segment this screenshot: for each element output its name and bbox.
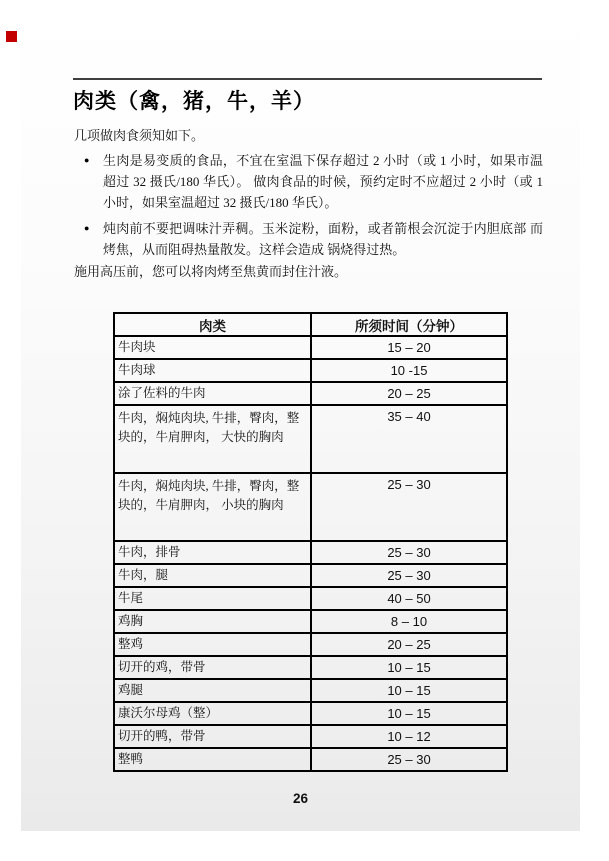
meat-name-cell: 鸡胸	[114, 610, 311, 633]
section-divider-rule	[73, 78, 542, 80]
list-item	[84, 218, 546, 260]
table-row	[114, 725, 507, 748]
table-row	[114, 679, 507, 702]
table-row	[114, 587, 507, 610]
table-row	[114, 336, 507, 359]
page-title: 肉类（禽，猪，牛，羊）	[73, 90, 315, 113]
meat-time-cell: 20 – 25	[311, 382, 507, 405]
notes-bullet-list	[84, 150, 546, 265]
table-row	[114, 633, 507, 656]
meat-name-cell: 牛肉，焖炖肉块, 牛排，臀肉，整块的，牛肩胛肉， 小块的胸肉	[114, 473, 311, 541]
meat-name-cell: 涂了佐料的牛肉	[114, 382, 311, 405]
cooking-time-table	[113, 312, 508, 772]
time-column-header: 所须时间（分钟）	[311, 313, 507, 336]
table-row	[114, 610, 507, 633]
meat-name-cell: 牛肉块	[114, 336, 311, 359]
meat-time-cell: 10 -15	[311, 359, 507, 382]
table-row	[114, 473, 507, 541]
bullet-icon: ●	[84, 155, 90, 165]
table-row	[114, 702, 507, 725]
table-row	[114, 405, 507, 473]
meat-time-cell: 25 – 30	[311, 473, 507, 541]
bullet-text: 生肉是易变质的食品，不宜在室温下保存超过 2 小时（或 1 小时，如果市温超过 32 摄氏/180 华氏）。 做肉食品的时候，预约定时不应超过 2 小时（或 1 小时，如果室温超过 32 摄氏/180 华氏）。	[103, 153, 543, 210]
table-row	[114, 564, 507, 587]
meat-time-cell: 35 – 40	[311, 405, 507, 473]
meat-name-cell: 切开的鸡，带骨	[114, 656, 311, 679]
table-row	[114, 748, 507, 771]
list-item	[84, 150, 546, 213]
meat-name-cell: 康沃尔母鸡（整）	[114, 702, 311, 725]
red-marker-square	[6, 31, 17, 42]
table-row	[114, 656, 507, 679]
note-paragraph: 施用高压前，您可以将肉烤至焦黄而封住汁液。	[74, 264, 348, 279]
table-row	[114, 359, 507, 382]
meat-name-cell: 牛肉，腿	[114, 564, 311, 587]
meat-time-cell: 15 – 20	[311, 336, 507, 359]
bullet-icon: ●	[84, 223, 90, 233]
meat-time-cell: 10 – 15	[311, 656, 507, 679]
meat-time-cell: 40 – 50	[311, 587, 507, 610]
meat-time-cell: 20 – 25	[311, 633, 507, 656]
meat-table-body	[114, 336, 507, 771]
meat-name-cell: 牛肉，焖炖肉块, 牛排，臀肉，整块的，牛肩胛肉， 大快的胸肉	[114, 405, 311, 473]
meat-name-cell: 鸡腿	[114, 679, 311, 702]
meat-time-cell: 8 – 10	[311, 610, 507, 633]
meat-name-cell: 牛肉球	[114, 359, 311, 382]
meat-time-cell: 25 – 30	[311, 564, 507, 587]
table-header-row	[114, 313, 507, 336]
table-row	[114, 541, 507, 564]
meat-name-cell: 切开的鸭，带骨	[114, 725, 311, 748]
meat-time-cell: 10 – 15	[311, 679, 507, 702]
meat-name-cell: 牛肉，排骨	[114, 541, 311, 564]
page-number: 26	[292, 791, 309, 806]
meat-time-cell: 10 – 12	[311, 725, 507, 748]
meat-time-cell: 25 – 30	[311, 541, 507, 564]
meat-name-cell: 整鸭	[114, 748, 311, 771]
meat-column-header: 肉类	[114, 313, 311, 336]
meat-name-cell: 整鸡	[114, 633, 311, 656]
meat-time-cell: 10 – 15	[311, 702, 507, 725]
table-row	[114, 382, 507, 405]
bullet-text: 炖肉前不要把调味汁弄稠。玉米淀粉，面粉，或者箭根会沉淀于内胆底部 而烤焦，从而阻碍热量散发。这样会造成 锅烧得过热。	[103, 221, 543, 257]
meat-name-cell: 牛尾	[114, 587, 311, 610]
meat-time-cell: 25 – 30	[311, 748, 507, 771]
intro-text: 几项做肉食须知如下。	[74, 128, 205, 143]
